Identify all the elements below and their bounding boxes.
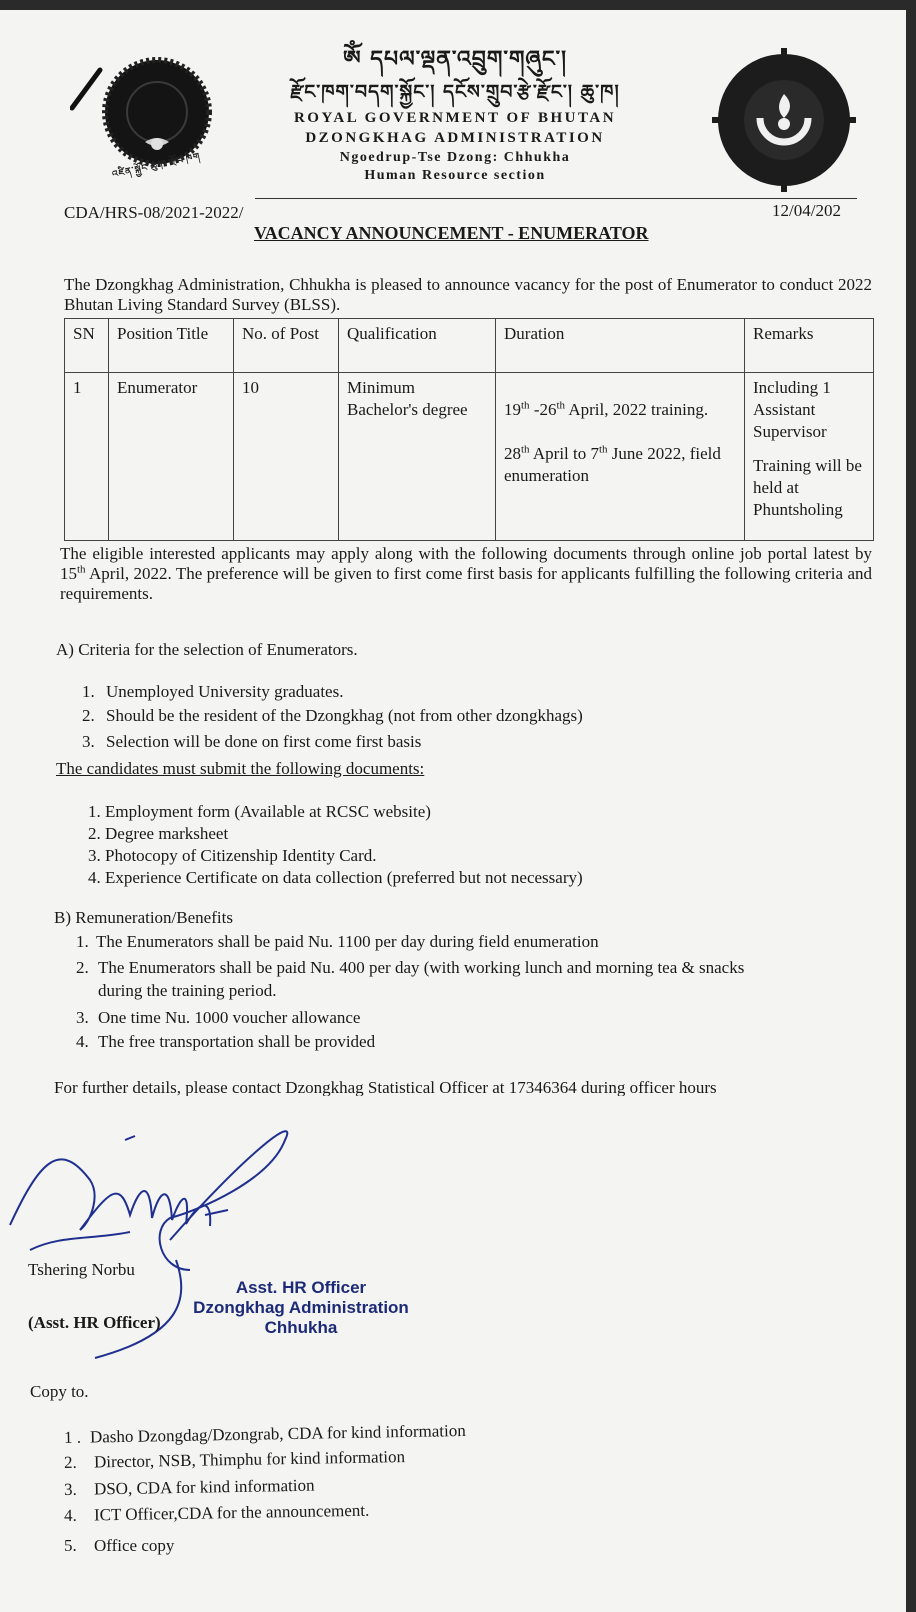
- table-header-sn: SN: [65, 319, 109, 373]
- copy-heading: Copy to.: [30, 1382, 89, 1401]
- list-item: 2. Director, NSB, Thimphu for kind information: [63, 1447, 406, 1472]
- list-item: 2. Should be the resident of the Dzongkhag (not from other dzongkhags): [82, 706, 583, 725]
- document-title: VACANCY ANNOUNCEMENT - ENUMERATOR: [254, 223, 649, 243]
- eligibility-paragraph: The eligible interested applicants may apply along with the following documents through online job portal latest by 15th April, 2022. The preference will be given to first come first basis for applicants fulfilling the following criteria and requirements.: [60, 544, 872, 603]
- list-item: 1. Employment form (Available at RCSC website): [88, 802, 431, 821]
- signatory-name: Tshering Norbu: [28, 1260, 135, 1279]
- list-item: 4. The free transportation shall be provided: [76, 1032, 376, 1051]
- header-title-administration: DZONGKHAG ADMINISTRATION: [305, 130, 605, 146]
- header-title-government: ROYAL GOVERNMENT OF BHUTAN: [293, 110, 617, 126]
- cell-duration: [496, 373, 745, 541]
- further-details: For further details, please contact Dzongkhag Statistical Officer at 17346364 during officer hours: [54, 1078, 717, 1096]
- right-emblem: [712, 48, 856, 192]
- section-a-heading: A) Criteria for the selection of Enumerators.: [56, 640, 358, 659]
- table-header-posts: No. of Post: [234, 319, 339, 373]
- header-title-section: Human Resource section: [364, 168, 546, 183]
- list-item: 5. Office copy: [64, 1536, 175, 1555]
- list-item: 1. The Enumerators shall be paid Nu. 1100 per day during field enumeration: [76, 932, 599, 951]
- table-header-row: [65, 319, 874, 373]
- section-b-heading: B) Remuneration/Benefits: [54, 908, 233, 927]
- list-item: 4. ICT Officer,CDA for the announcement.: [63, 1500, 370, 1525]
- header-separator: [255, 198, 857, 199]
- list-item: 2. The Enumerators shall be paid Nu. 400 per day (with working lunch and morning tea & snacks: [76, 958, 745, 977]
- table-row: [65, 373, 874, 541]
- left-emblem-text: འཛིན་སྐྱོང་ཆུ་ཁ་རྫོང་ཁག: [111, 151, 202, 181]
- table-header-position: Position Title: [109, 319, 234, 373]
- dharma-wheel-icon: [712, 48, 856, 192]
- stamp-title: Asst. HR Officer: [235, 1278, 367, 1297]
- list-item: 2. Degree marksheet: [88, 824, 229, 843]
- documents-heading: The candidates must submit the following documents:: [56, 759, 425, 778]
- stamp-location: Chhukha: [264, 1318, 338, 1337]
- cell-sn: 1: [65, 373, 109, 541]
- list-item: 1. Unemployed University graduates.: [82, 682, 344, 701]
- remarks-training-venue: Training will be held at Phuntsholing: [753, 456, 862, 519]
- tibetan-heading-line2: རྫོང་ཁག་བདག་སྐྱོང་། དངོས་གྲུབ་རྩེ་རྫོང་། ཆུ་ཁ།: [290, 81, 620, 103]
- remarks-supervisor: Including 1 Assistant Supervisor: [753, 378, 831, 441]
- signatory-role: (Asst. HR Officer): [28, 1313, 161, 1332]
- cell-posts: 10: [234, 373, 339, 541]
- tibetan-heading-line1: ༀ དཔལ་ལྡན་འབྲུག་གཞུང་།: [342, 47, 568, 72]
- official-stamp: [186, 1278, 416, 1338]
- table-header-remarks: Remarks: [745, 319, 874, 373]
- list-item-continuation: during the training period.: [98, 981, 277, 1000]
- document-page: [0, 10, 906, 1612]
- document-date: 12/04/202: [772, 201, 841, 220]
- duration-training: 19th -26th April, 2022 training.: [504, 399, 709, 419]
- list-item: 3. Selection will be done on first come first basis: [82, 732, 422, 751]
- vacancy-table: [64, 318, 874, 541]
- cell-qualification: Minimum Bachelor's degree: [339, 373, 496, 541]
- cell-remarks: [745, 373, 874, 541]
- table-header-qualification: Qualification: [339, 319, 496, 373]
- intro-paragraph: The Dzongkhag Administration, Chhukha is pleased to announce vacancy for the post of Enumerator to conduct 2022 Bhutan Living Standard Survey (BLSS).: [64, 275, 872, 314]
- cell-position: Enumerator: [109, 373, 234, 541]
- header-title-location: Ngoedrup-Tse Dzong: Chhukha: [339, 150, 571, 165]
- list-item: 4. Experience Certificate on data collection (preferred but not necessary): [88, 868, 583, 887]
- duration-field: 28th April to 7th June 2022, field enumeration: [504, 443, 721, 485]
- left-emblem: [70, 50, 240, 190]
- list-item: 3. Photocopy of Citizenship Identity Card.: [88, 846, 377, 865]
- list-item: 3. One time Nu. 1000 voucher allowance: [76, 1008, 361, 1027]
- list-item: 3. DSO, CDA for kind information: [63, 1475, 315, 1499]
- list-item: 1 . Dasho Dzongdag/Dzongrab, CDA for kind information: [63, 1420, 466, 1447]
- table-header-duration: Duration: [496, 319, 745, 373]
- stamp-organization: Dzongkhag Administration: [193, 1298, 409, 1317]
- reference-number: CDA/HRS-08/2021-2022/: [64, 203, 244, 222]
